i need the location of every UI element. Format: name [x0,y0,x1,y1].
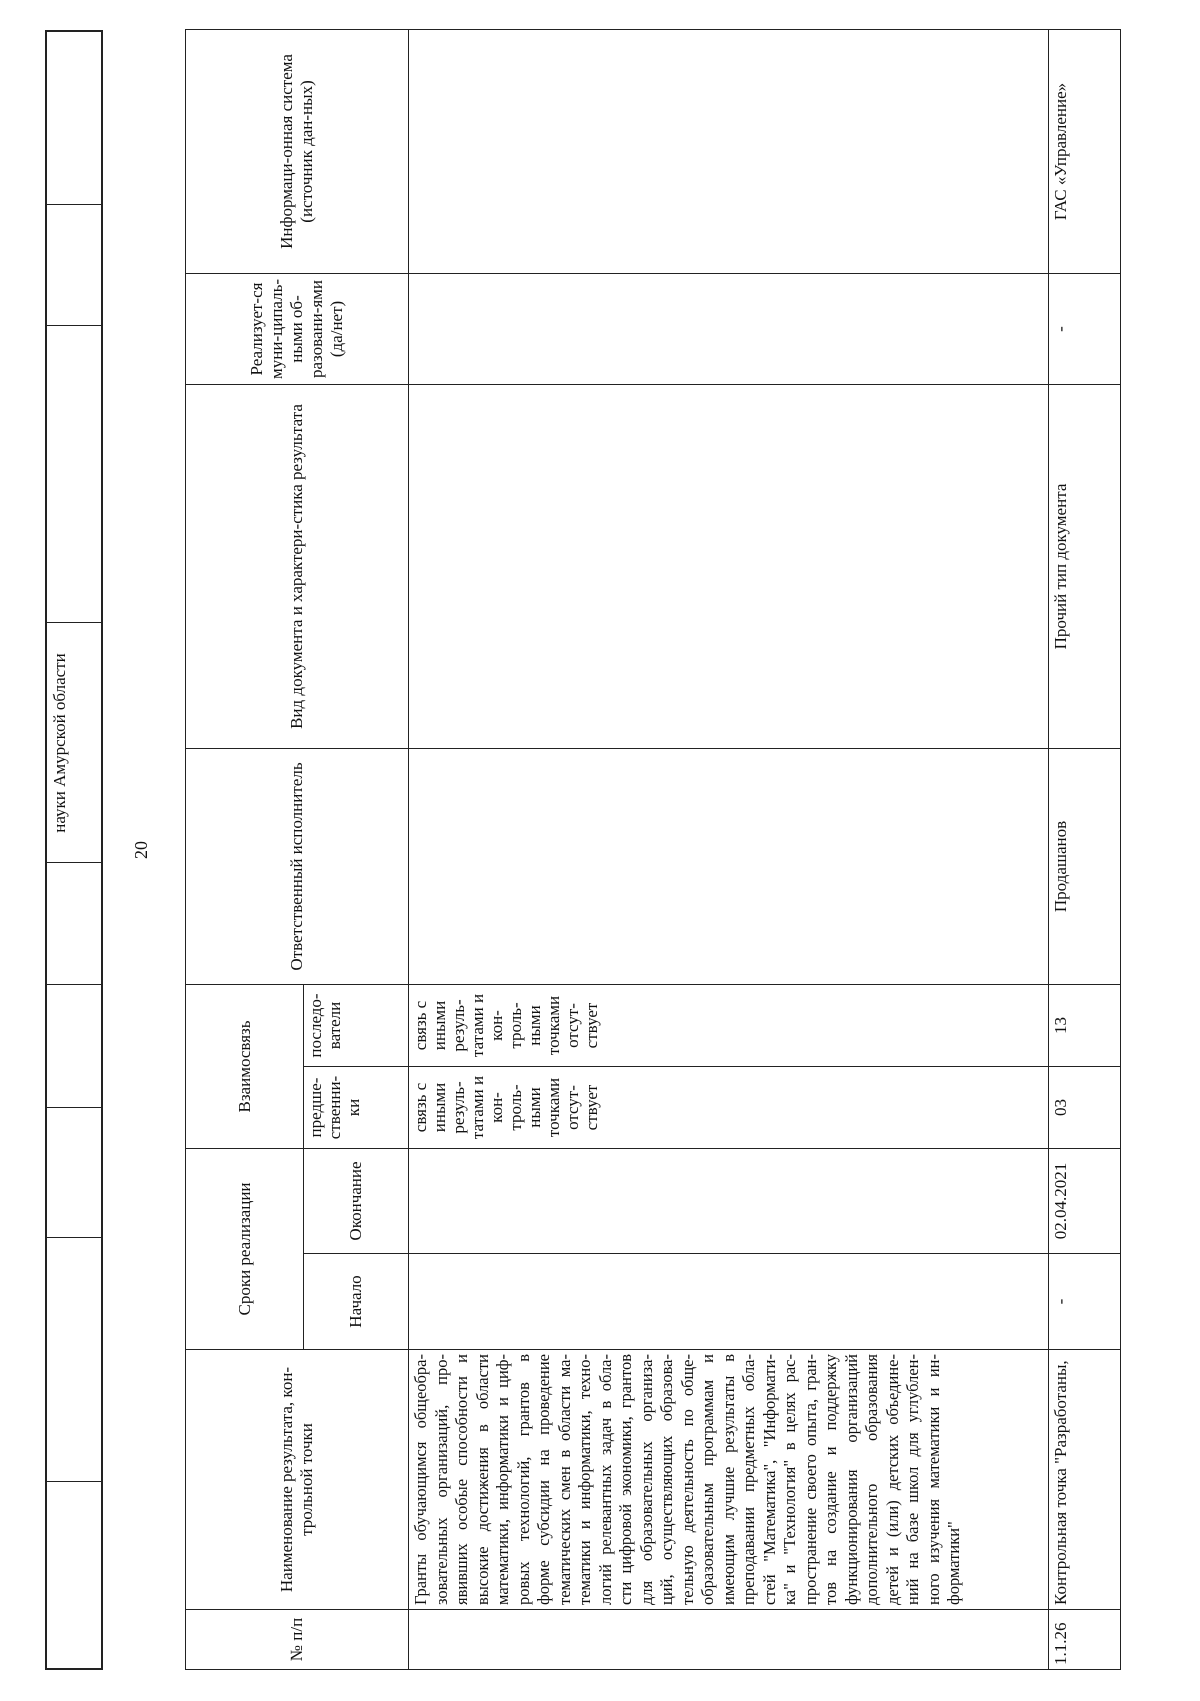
header-dates: Сроки реализации [186,1149,304,1350]
header-info: Информаци-онная система (источник дан-ных) [186,29,409,273]
row1-succ: связь с иными резуль-татами и кон-троль-ными точками отсут-ствует [409,984,1049,1066]
row2-end: 02.04.2021 [1049,1149,1121,1254]
row1-info [409,29,1049,273]
row1-num [409,1610,1049,1670]
header-name: Наименование результата, кон-трольной точки [186,1350,409,1610]
table-row [1049,29,1121,1669]
row2-resp: Продашанов [1049,748,1121,984]
header-resp: Ответственный исполнитель [186,748,409,984]
header-num: № п/п [186,1610,409,1670]
row1-name: Гранты обучающимся общеобра-зовательных организаций, про-явивших особые способности и высокие достижения в области математики, информатики и циф-ровых технологий, грантов в форме субсидии на проведение тематических смен в области ма-тематики и информатики, техно-логий релевантных задач в обла- сти цифровой экономики, грантов для образовательных организа- ций, осуществляющих образова- тельную деятельность по обще-образовательным программам и имеющим лучшие результаты в преподавании предметных обла-стей "Математика", "Информати-ка" и "Технология" в целях рас-пространение своего опыта, гран-тов на создание и поддержку функционирования организаций дополнительного образования детей и (или) детских объедине- ний на базе школ для углублен- ного изучения математики и ин-форматики" [409,1350,1049,1610]
row1-mun [409,273,1049,384]
row1-end [409,1149,1049,1254]
row2-num: 1.1.26 [1049,1610,1121,1670]
row2-succ: 13 [1049,984,1121,1066]
rotated-page [45,30,1155,1670]
header-row-1 [186,29,304,1669]
row2-info: ГАС «Управление» [1049,29,1121,273]
row2-start: - [1049,1254,1121,1350]
row1-pred: связь с иными резуль-татами и кон-троль-ными точками отсут-ствует [409,1067,1049,1149]
row2-doc: Прочий тип документа [1049,384,1121,748]
page-number: 20 [131,841,151,859]
strip-org-text: науки Амурской области [50,653,69,833]
header-pred: предше-ственни-ки [304,1067,409,1149]
header-mun: Реализует-ся муни-ципаль-ными об-разовани-ями (да/нет) [186,273,409,384]
row2-name: Контрольная точка "Разработаны, [1049,1350,1121,1610]
header-link: Взаимосвязь [186,984,304,1148]
row1-doc [409,384,1049,748]
row2-mun: - [1049,273,1121,384]
plan-table [185,29,1121,1670]
table-row [409,29,1049,1669]
row1-start [409,1254,1049,1350]
continuation-strip [45,30,103,1670]
header-succ: последо-ватели [304,984,409,1066]
header-end: Окончание [304,1149,409,1254]
row1-resp [409,748,1049,984]
header-doc: Вид документа и характери-стика результата [186,384,409,748]
header-start: Начало [304,1254,409,1350]
row2-pred: 03 [1049,1067,1121,1149]
